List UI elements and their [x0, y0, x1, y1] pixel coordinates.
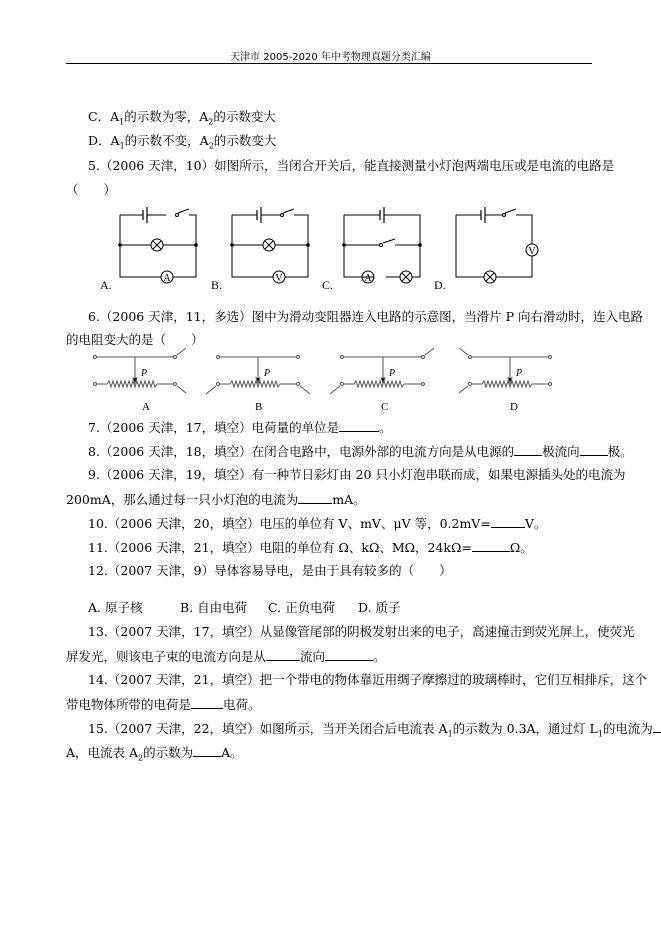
- answer-blank[interactable]: [266, 648, 300, 661]
- text: 极流向: [542, 444, 580, 459]
- answer-blank[interactable]: [653, 720, 661, 733]
- q6-line2: 的电阻变大的是（ ）: [66, 332, 204, 347]
- q15-line2: [66, 744, 243, 767]
- rheostat-b: [206, 356, 310, 414]
- answer-blank[interactable]: [580, 443, 608, 456]
- q11: [88, 539, 533, 556]
- circuit-label-c: C.: [322, 278, 334, 292]
- text: 15.（2007 天津，22，填空）如图所示，当开关闭合后电流表 A: [88, 721, 448, 736]
- subscript: 1: [597, 729, 603, 739]
- q12-option-c: C. 正负电荷: [268, 600, 336, 615]
- answer-blank[interactable]: [491, 515, 525, 528]
- text: 极。: [607, 444, 633, 459]
- text: 200mA，那么通过每一只小灯泡的电流为: [66, 492, 299, 507]
- text: 的电流为: [602, 721, 653, 736]
- slider-label: P: [516, 368, 523, 379]
- text: Ω。: [509, 540, 533, 555]
- text: mA。: [332, 492, 366, 507]
- text: 的示数为 0.3A，通过灯 L: [452, 721, 598, 736]
- circuit-b: [211, 207, 309, 292]
- q12-option-a: A. 原子核: [88, 600, 143, 615]
- q12: 12.（2007 天津，9）导体容易导电，是由于具有较多的（ ）: [88, 563, 452, 578]
- circuit-label-a: A.: [100, 278, 112, 292]
- answer-blank[interactable]: [193, 744, 221, 757]
- rheostat-label-d: D: [510, 401, 518, 413]
- text: 10.（2006 天津，20，填空）电压的单位有 V、mV、μV 等，0.2mV=: [88, 516, 491, 531]
- text: 的示数变大: [213, 109, 276, 124]
- q6-line1: 6.（2006 天津，11，多选）图中为滑动变阻器连入电路的示意图，当滑片 P 向右滑动时，连入电路: [88, 309, 643, 324]
- circuit-c: [322, 207, 421, 292]
- text: 11.（2006 天津，21，填空）电阻的单位有 Ω、kΩ、MΩ，24kΩ=: [88, 540, 472, 555]
- text: 流向: [300, 649, 326, 664]
- q13-line1: 13.（2007 天津，17，填空）从显像管尾部的阴极发射出来的电子，高速撞击到荧光屏上，使荧光: [88, 624, 635, 639]
- subscript: 2: [208, 117, 214, 127]
- text: C．A: [88, 109, 120, 124]
- q15-line1: [88, 720, 661, 743]
- text: 的示数为零，A: [124, 109, 209, 124]
- q8: [88, 443, 633, 460]
- slider-label: P: [389, 368, 396, 379]
- text: A。: [221, 745, 243, 760]
- answer-blank[interactable]: [472, 539, 510, 552]
- subscript: 1: [119, 117, 125, 127]
- q12-option-d: D. 质子: [358, 600, 401, 615]
- rheostat-label-c: C: [381, 401, 389, 413]
- text: 带电物体所带的电荷是: [66, 697, 192, 712]
- answer-blank[interactable]: [514, 443, 542, 456]
- text: 屏发光，则该电子束的电流方向是从: [66, 649, 267, 664]
- slider-label: P: [141, 368, 148, 379]
- text: 电荷。: [223, 697, 261, 712]
- text: D．A: [88, 133, 120, 148]
- rheostat-label-a: A: [142, 401, 150, 413]
- answer-blank[interactable]: [191, 696, 223, 709]
- answer-blank[interactable]: [325, 648, 373, 661]
- text: 。: [379, 420, 392, 435]
- answer-blank[interactable]: [298, 491, 332, 504]
- q14-line2: [66, 696, 261, 713]
- subscript: 1: [119, 141, 125, 151]
- rheostat-c: [330, 348, 434, 413]
- rheostat-a: [94, 348, 187, 413]
- circuit-d: [434, 207, 538, 292]
- answer-blank[interactable]: [339, 419, 379, 432]
- slider-label: P: [264, 368, 271, 379]
- circuit-label-d: D.: [434, 278, 446, 292]
- q9-line2: [66, 491, 366, 508]
- q7: [88, 419, 392, 436]
- q13-line2: [66, 648, 386, 665]
- subscript: 2: [208, 141, 214, 151]
- voltmeter-label: V: [528, 246, 536, 257]
- text: 的示数为: [143, 745, 194, 760]
- text: V。: [524, 516, 547, 531]
- page-header: 天津市 2005-2020 年中考物理真题分类汇编: [230, 52, 431, 63]
- ammeter-label: A: [163, 273, 171, 284]
- subscript: 1: [447, 729, 453, 739]
- q12-option-b: B. 自由电荷: [180, 600, 248, 615]
- q10: [88, 515, 546, 532]
- q5-text: 5.（2006 天津，10）如图所示，当闭合开关后，能直接测量小灯泡两端电压或是电流的电路是: [88, 158, 615, 173]
- rheostat-label-b: B: [255, 401, 263, 413]
- text: 的示数变大: [213, 133, 277, 148]
- ammeter-label: A: [364, 273, 372, 284]
- text: 7.（2006 天津，17，填空）电荷量的单位是: [88, 420, 340, 435]
- q9-line1: 9.（2006 天津，19，填空）有一种节日彩灯由 20 只小灯泡串联而成，如果电源插头处的电流为: [88, 467, 626, 482]
- circuit-label-b: B.: [211, 278, 223, 292]
- text: A，电流表 A: [66, 745, 139, 760]
- text: 。: [373, 649, 386, 664]
- voltmeter-label: V: [275, 273, 283, 284]
- q14-line1: 14.（2007 天津，21，填空）把一个带电的物体靠近用绸子摩擦过的玻璃棒时，它们互相排斥，这个: [88, 672, 648, 687]
- circuit-a: [100, 207, 197, 292]
- text: 8.（2006 天津，18，填空）在闭合电路中，电源外部的电流方向是从电源的: [88, 444, 515, 459]
- subscript: 2: [138, 753, 144, 763]
- rheostat-d: [459, 348, 552, 413]
- text: 的示数不变，A: [124, 133, 209, 148]
- q5-paren: （ ）: [66, 182, 117, 197]
